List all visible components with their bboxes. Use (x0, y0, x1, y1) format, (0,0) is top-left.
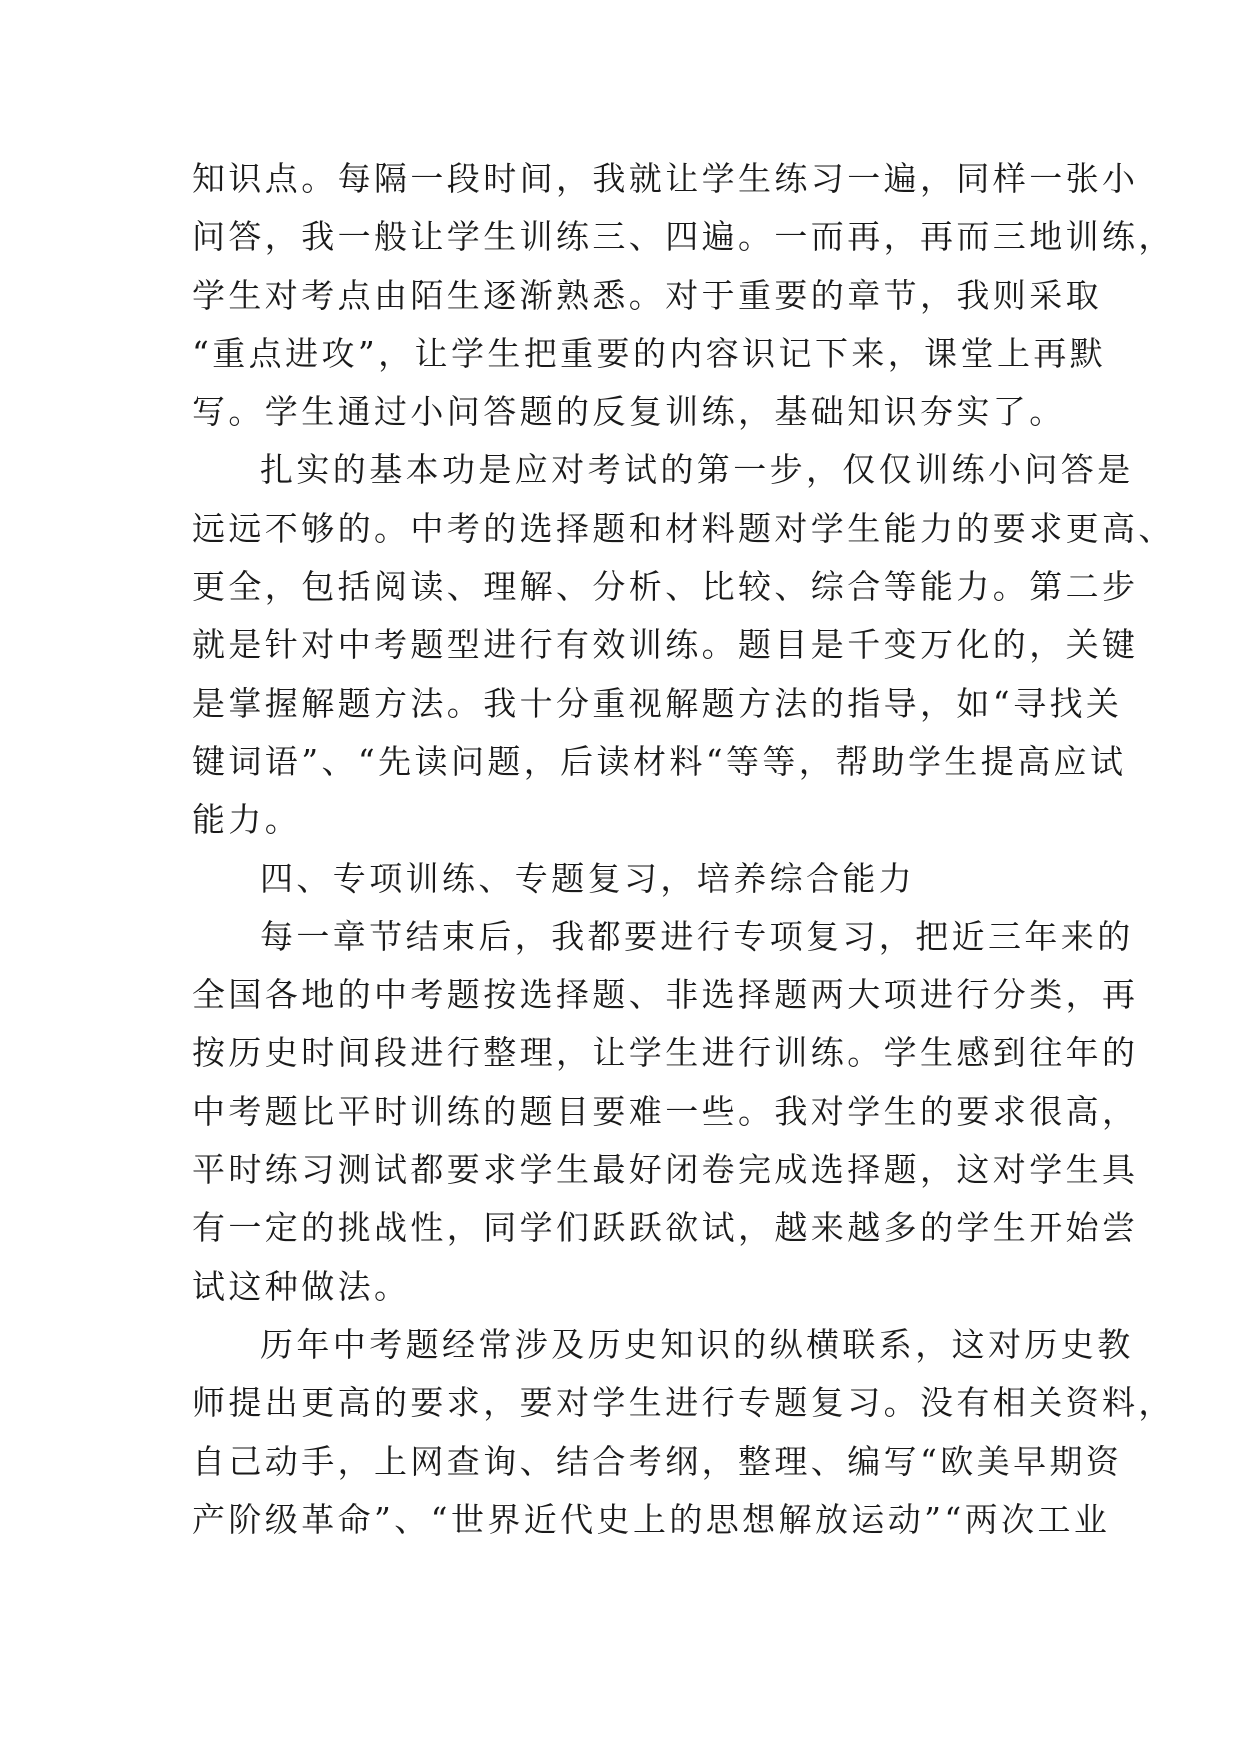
text-line: 师提出更高的要求，要对学生进行专题复习。没有相关资料， (192, 1383, 1175, 1423)
text-line: 问答，我一般让学生训练三、四遍。一而再，再而三地训练， (192, 217, 1175, 257)
text-line: 学生对考点由陌生逐渐熟悉。对于重要的章节，我则采取 (192, 275, 1102, 315)
document-body (192, 150, 1175, 1549)
text-line: 按历史时间段进行整理，让学生进行训练。学生感到往年的 (192, 1033, 1139, 1073)
text-line: 更全，包括阅读、理解、分析、比较、综合等能力。第二步 (192, 567, 1139, 607)
text-line: 每一章节结束后，我都要进行专项复习，把近三年来的 (260, 916, 1134, 956)
text-line: 四、专项训练、专题复习，培养综合能力 (260, 858, 916, 898)
text-line: 能力。 (192, 800, 302, 840)
text-line: 产阶级革命”、“世界近代史上的思想解放运动”“两次工业 (192, 1499, 1111, 1539)
text-line: 知识点。每隔一段时间，我就让学生练习一遍，同样一张小 (192, 159, 1139, 198)
text-line: 中考题比平时训练的题目要难一些。我对学生的要求很高， (192, 1091, 1139, 1131)
text-line: 历年中考题经常涉及历史知识的纵横联系，这对历史教 (260, 1324, 1134, 1364)
text-line: 平时练习测试都要求学生最好闭卷完成选择题，这对学生具 (192, 1150, 1139, 1190)
text-line: 就是针对中考题型进行有效训练。题目是千变万化的，关键 (192, 625, 1139, 665)
text-line: 远远不够的。中考的选择题和材料题对学生能力的要求更高、 (192, 508, 1175, 548)
text-line: 键词语”、“先读问题，后读材料“等等，帮助学生提高应试 (192, 741, 1127, 781)
text-line: 全国各地的中考题按选择题、非选择题两大项进行分类，再 (192, 975, 1139, 1015)
text-line: 自己动手，上网查询、结合考纲，整理、编写“欧美早期资 (192, 1441, 1123, 1481)
text-line: 试这种做法。 (192, 1266, 411, 1306)
text-line: “重点进攻”，让学生把重要的内容识记下来，课堂上再默 (192, 333, 1107, 373)
text-line: 有一定的挑战性，同学们跃跃欲试，越来越多的学生开始尝 (192, 1208, 1139, 1248)
text-line: 写。学生通过小问答题的反复训练，基础知识夯实了。 (192, 392, 1066, 432)
text-line: 扎实的基本功是应对考试的第一步，仅仅训练小问答是 (260, 450, 1134, 490)
text-line: 是掌握解题方法。我十分重视解题方法的指导，如“寻找关 (192, 683, 1123, 723)
